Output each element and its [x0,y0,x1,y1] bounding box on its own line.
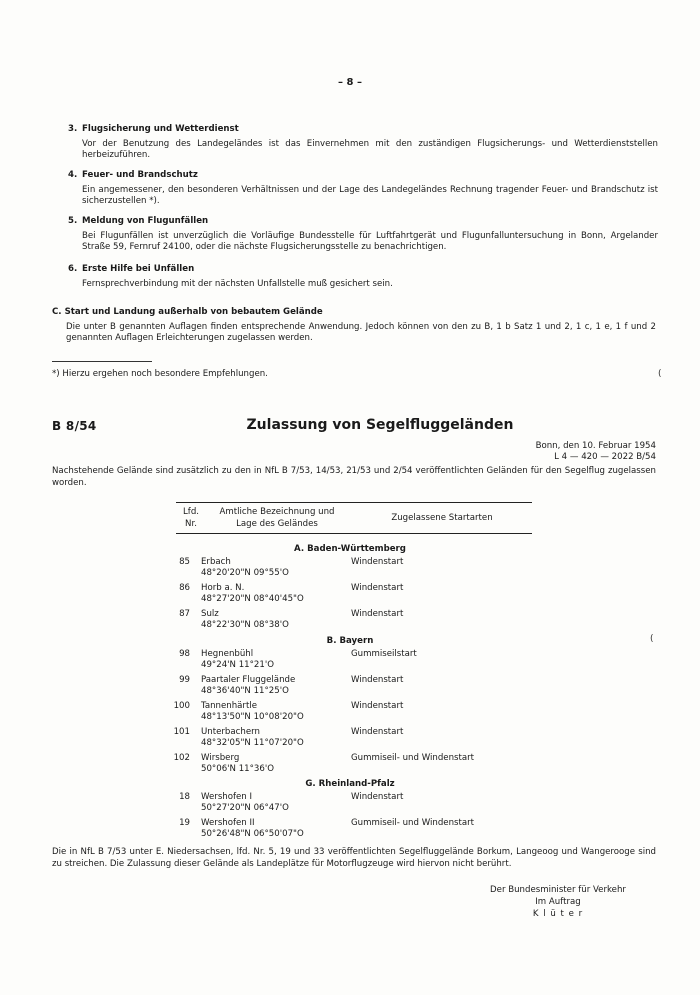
section-heading: Erste Hilfe bei Unfällen [82,264,195,274]
launch-type: Windenstart [351,701,404,711]
site-name: Paartaler Fluggelände [201,675,296,685]
notice-date: Bonn, den 10. Februar 1954 [535,441,656,451]
region-heading: B. Bayern [326,636,374,646]
table-row [170,727,640,753]
row-number: 18 [179,792,190,802]
table-top-rule [176,502,532,503]
table-row [170,557,640,583]
launch-type: Gummiseilstart [351,649,417,659]
page-number: – 8 – [338,77,362,88]
header-type: Zugelassene Startarten [391,513,493,523]
section-5 [68,216,658,254]
section-3 [68,124,658,162]
section-number: 5. [68,216,78,226]
region-heading: A. Baden-Württemberg [294,544,406,554]
section-number: 4. [68,170,78,180]
notice-code: B 8/54 [52,419,97,433]
site-coords: 48°36'40"N 11°25'O [201,686,289,696]
launch-type: Gummiseil- und Windenstart [351,818,475,828]
table-row [170,701,640,727]
section-body: Bei Flugunfällen ist unverzüglich die Vorläufige Bundesstelle für Luftfahrtgerät und Flugunfalluntersuchung in Bonn, Argelander Straße 59, Fernruf 24100, oder die nächste Flugsicherungsstelle zu benachrichtigen. [82,230,658,253]
section-c [52,307,656,345]
table-row [170,649,640,675]
section-heading: Meldung von Flugunfällen [82,216,209,226]
section-number: 6. [68,264,78,274]
row-number: 99 [179,675,190,685]
section-c-heading: C. Start und Landung außerhalb von bebautem Gelände [52,307,323,317]
closing-paragraph: Die in NfL B 7/53 unter E. Niedersachsen, lfd. Nr. 5, 19 und 33 veröffentlichten Segelfluggelände Borkum, Langeoog und Wangerooge sind zu streichen. Die Zulassung dieser Gelände als Landeplätze für Motorflugzeuge wird hiervon nicht berührt. [52,847,656,869]
site-coords: 48°32'05"N 11°07'20"O [201,738,304,748]
section-heading: Flugsicherung und Wetterdienst [82,124,239,134]
launch-type: Gummiseil- und Windenstart [351,753,475,763]
site-coords: 50°27'20"N 06°47'O [201,803,289,813]
footnote-divider [52,361,152,362]
site-coords: 50°26'48"N 06°50'07"O [201,829,304,839]
row-number: 98 [179,649,190,659]
site-name: Sulz [201,609,219,619]
row-number: 86 [179,583,190,593]
launch-type: Windenstart [351,792,404,802]
row-number: 19 [179,818,190,828]
header-name [212,507,342,530]
site-name: Tannenhärtle [201,701,258,711]
site-name: Hegnenbühl [201,649,254,659]
signature-authority: Der Bundesminister für Verkehr [490,885,626,895]
table-row [170,583,640,609]
section-heading: Feuer- und Brandschutz [82,170,198,180]
site-coords: 48°22'30"N 08°38'O [201,620,289,630]
site-name: Wershofen II [201,818,255,828]
header-nr-line2: Nr. [185,518,197,529]
header-nr [176,507,206,530]
table-row [170,792,640,818]
section-4 [68,170,658,208]
section-6 [68,264,658,290]
notice-reference: L 4 — 420 — 2022 B/54 [554,452,656,462]
signature-name: K l ü t e r [532,909,584,919]
section-body: Vor der Benutzung des Landegeländes ist das Einvernehmen mit den zuständigen Flugsicherungs- und Wetterdienststellen herbeizuführen. [82,138,658,161]
section-number: 3. [68,124,78,134]
site-coords: 48°27'20"N 08°40'45"O [201,594,304,604]
site-coords: 48°20'20"N 09°55'O [201,568,289,578]
margin-mark: ( [650,634,654,644]
table-row [170,675,640,701]
site-name: Horb a. N. [201,583,245,593]
region-heading: G. Rheinland-Pfalz [305,779,395,789]
site-name: Wershofen I [201,792,253,802]
launch-type: Windenstart [351,727,404,737]
row-number: 101 [173,727,190,737]
site-name: Unterbachern [201,727,260,737]
site-coords: 48°13'50"N 10°08'20"O [201,712,304,722]
section-c-body: Die unter B genannten Auflagen finden entsprechende Anwendung. Jedoch können von den zu B, 1 b Satz 1 und 2, 1 c, 1 e, 1 f und 2 genannten Auflagen Erleichterungen zugelassen werden. [66,321,656,344]
site-name: Wirsberg [201,753,240,763]
launch-type: Windenstart [351,675,404,685]
row-number: 85 [179,557,190,567]
row-number: 100 [173,701,190,711]
launch-type: Windenstart [351,557,404,567]
section-body: Ein angemessener, den besonderen Verhältnissen und der Lage des Landegeländes Rechnung tragender Feuer- und Brandschutz ist sicherzustellen *). [82,184,658,207]
notice-intro: Nachstehende Gelände sind zusätzlich zu den in NfL B 7/53, 14/53, 21/53 und 2/54 veröffentlichten Geländen für den Segelflug zugelassen worden. [52,466,656,488]
section-body: Fernsprechverbindung mit der nächsten Unfallstelle muß gesichert sein. [82,278,393,289]
table-row [170,818,640,844]
site-coords: 49°24'N 11°21'O [201,660,274,670]
header-nr-line1: Lfd. [183,507,199,517]
site-coords: 50°06'N 11°36'O [201,764,274,774]
footnote: *) Hierzu ergehen noch besondere Empfehlungen. [52,369,268,379]
launch-type: Windenstart [351,583,404,593]
row-number: 87 [179,609,190,619]
launch-type: Windenstart [351,609,404,619]
site-name: Erbach [201,557,231,567]
header-name-line1: Amtliche Bezeichnung und [219,507,335,517]
table-header-rule [176,533,532,534]
notice-title: Zulassung von Segelfluggeländen [246,417,514,433]
margin-mark: ( [658,369,662,379]
table-row [170,609,640,635]
row-number: 102 [173,753,190,763]
table-row [170,753,640,779]
header-name-line2: Lage des Geländes [236,518,318,529]
signature-on-behalf: Im Auftrag [535,897,581,907]
